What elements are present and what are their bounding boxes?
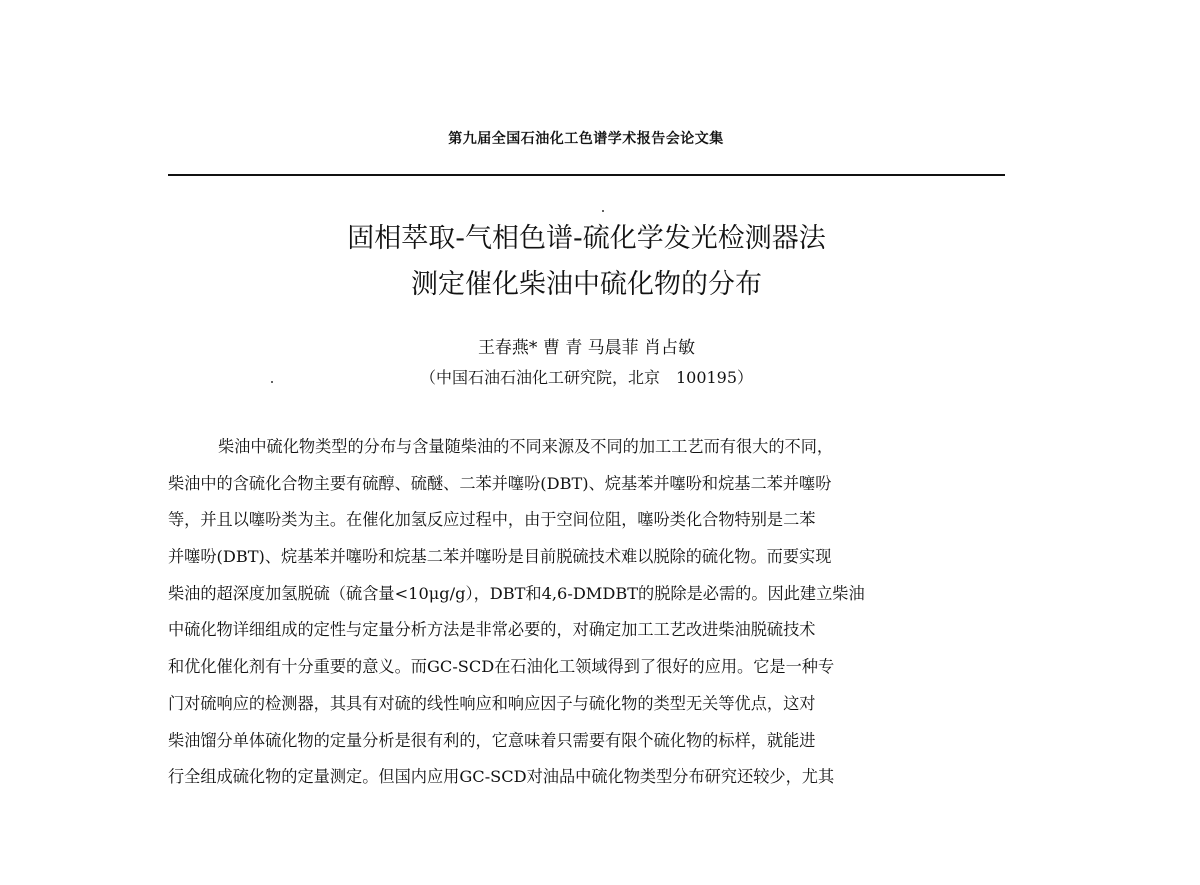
body-line: 并噻吩(DBT)、烷基苯并噻吩和烷基二苯并噻吩是目前脱硫技术难以脱除的硫化物。而要实现 [168,547,832,567]
body-line: 和优化催化剂有十分重要的意义。而GC-SCD在石油化工领域得到了很好的应用。它是一种专 [168,657,835,677]
body-line: 等，并且以噻吩类为主。在催化加氢反应过程中，由于空间位阻，噻吩类化合物特别是二苯 [168,510,816,530]
paper-title [168,216,1005,308]
body-line: 柴油中的含硫化合物主要有硫醇、硫醚、二苯并噻吩(DBT)、烷基苯并噻吩和烷基二苯并噻吩 [168,473,832,493]
authors: 王春燕* 曹 青 马晨菲 肖占敏 [477,338,696,358]
body-line: 柴油中硫化物类型的分布与含量随柴油的不同来源及不同的加工工艺而有很大的不同， [218,437,834,456]
title-line-1: 固相萃取-气相色谱-硫化学发光检测器法 [347,223,826,254]
affiliation: （中国石油石油化工研究院，北京 100195） [419,368,754,387]
body-paragraph [168,429,1003,796]
body-line: 行全组成硫化物的定量测定。但国内应用GC-SCD对油品中硫化物类型分布研究还较少，尤其 [168,767,835,787]
title-line-2: 测定催化柴油中硫化物的分布 [411,269,762,300]
body-line: 柴油的超深度加氢脱硫（硫含量<10μg/g），DBT和4,6-DMDBT的脱除是必需的。因此建立柴油 [168,583,865,603]
header-rule [168,174,1005,176]
scan-speck [602,210,604,212]
body-line: 中硫化物详细组成的定性与定量分析方法是非常必要的，对确定加工工艺改进柴油脱硫技术 [168,620,816,640]
body-line: 柴油馏分单体硫化物的定量分析是很有利的，它意味着只需要有限个硫化物的标样，就能进 [168,730,816,750]
running-header: 第九届全国石油化工色谱学术报告会论文集 [448,131,724,147]
body-line: 门对硫响应的检测器，其具有对硫的线性响应和响应因子与硫化物的类型无关等优点，这对 [168,693,816,713]
